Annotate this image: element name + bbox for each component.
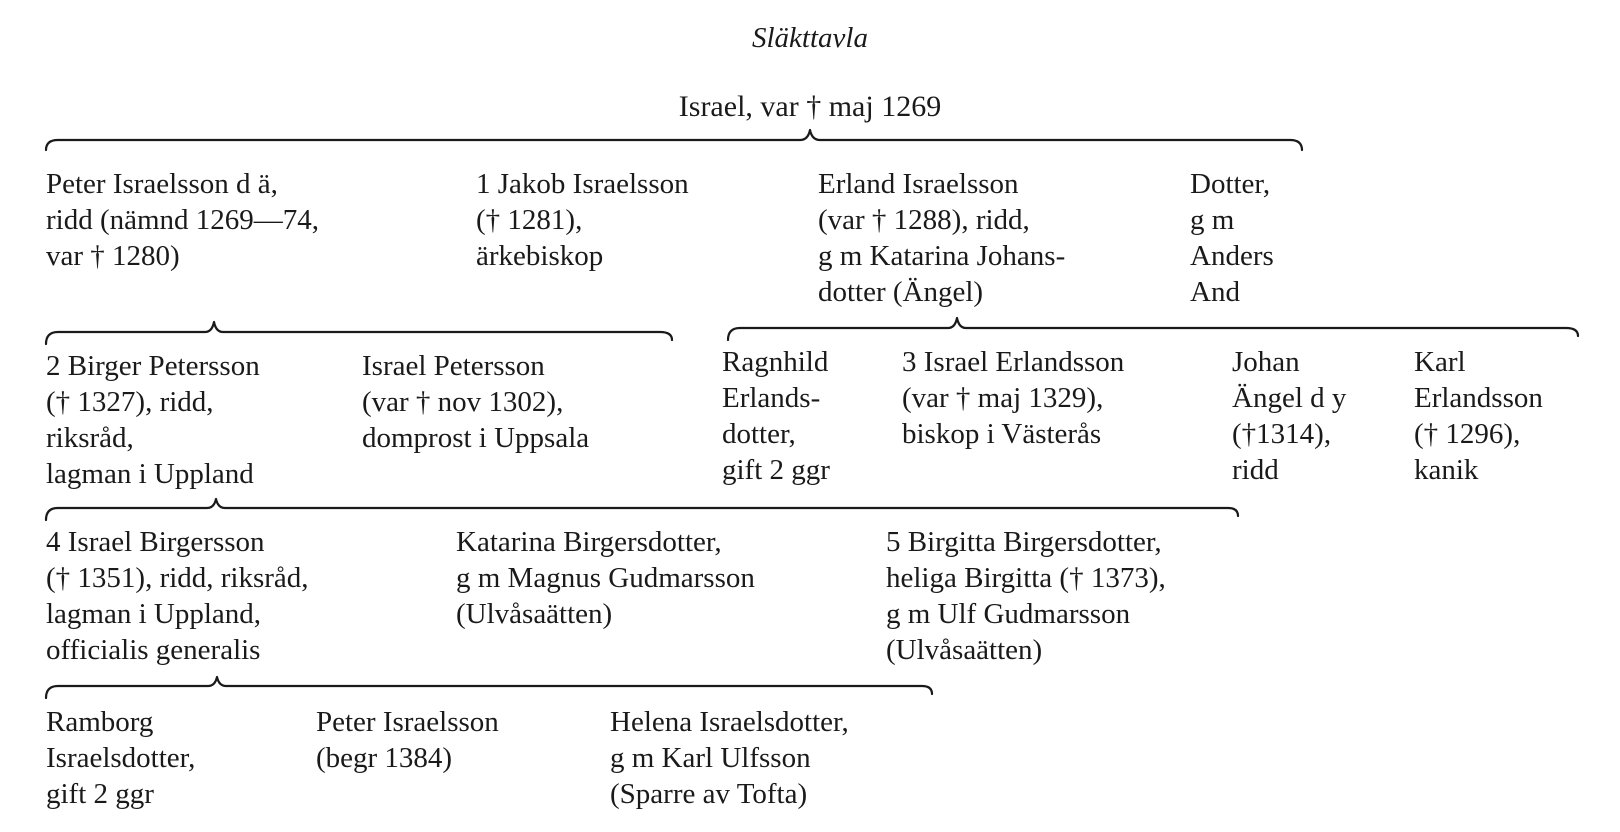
person-line: g m Magnus Gudmarsson xyxy=(456,562,755,594)
person-line: gift 2 ggr xyxy=(46,778,154,810)
bracket-children-of-israel xyxy=(46,130,1302,150)
person-line: lagman i Uppland, xyxy=(46,598,262,630)
person-line: var † 1280) xyxy=(46,240,180,272)
person-line: 4 Israel Birgersson xyxy=(46,526,265,558)
person-line: Karl xyxy=(1414,346,1466,378)
person-line: Anders xyxy=(1190,240,1274,272)
person-line: Peter Israelsson d ä, xyxy=(46,168,278,200)
person-line: g m Karl Ulfsson xyxy=(610,742,811,774)
person-helena-israelsdotter xyxy=(610,704,849,812)
person-line: Johan xyxy=(1232,346,1300,378)
bracket-children-of-peter xyxy=(46,322,672,344)
person-line: ärkebiskop xyxy=(476,240,604,272)
person-ragnhild-erlandsdotter xyxy=(722,344,830,488)
person-birger-petersson xyxy=(46,348,260,492)
person-line: ridd xyxy=(1232,454,1279,486)
person-karl-erlandsson xyxy=(1414,344,1543,488)
person-line: dotter, xyxy=(722,418,796,450)
person-johan-angel xyxy=(1232,344,1346,488)
person-line: heliga Birgitta († 1373), xyxy=(886,562,1166,594)
person-line: Dotter, xyxy=(1190,168,1271,200)
person-israel-petersson xyxy=(362,348,589,456)
person-line: domprost i Uppsala xyxy=(362,422,590,454)
person-line: 5 Birgitta Birgersdotter, xyxy=(886,526,1162,558)
person-katarina-birgersdotter xyxy=(456,524,755,632)
person-line: 2 Birger Petersson xyxy=(46,350,260,382)
person-line: († 1281), xyxy=(476,204,583,236)
person-line: riksråd, xyxy=(46,422,134,454)
person-israel-birgersson xyxy=(46,524,309,668)
person-line: g m xyxy=(1190,204,1235,236)
person-line: Peter Israelsson xyxy=(316,706,499,738)
chart-title: Släkttavla xyxy=(752,22,868,54)
person-line: († 1351), ridd, riksråd, xyxy=(46,562,309,594)
person-line: Helena Israelsdotter, xyxy=(610,706,849,738)
person-line: (†1314), xyxy=(1232,418,1332,450)
person-line: (var † nov 1302), xyxy=(362,386,564,418)
person-line: (var † 1288), ridd, xyxy=(818,204,1030,236)
person-line: 1 Jakob Israelsson xyxy=(476,168,689,200)
person-line: (Ulvåsaätten) xyxy=(456,598,613,630)
person-line: (var † maj 1329), xyxy=(902,382,1104,414)
person-line: dotter (Ängel) xyxy=(818,276,984,308)
person-line: lagman i Uppland xyxy=(46,458,254,490)
person-line: (begr 1384) xyxy=(316,742,453,774)
person-line: Erlandsson xyxy=(1414,382,1543,414)
person-line: Ragnhild xyxy=(722,346,829,378)
person-line: Ängel d y xyxy=(1232,382,1347,414)
person-line: Israel Petersson xyxy=(362,350,545,382)
person-line: Erlands- xyxy=(722,382,821,414)
person-jakob-israelsson xyxy=(476,166,689,274)
person-erland-israelsson xyxy=(818,166,1065,310)
person-birgitta-birgersdotter xyxy=(886,524,1166,668)
person-line: gift 2 ggr xyxy=(722,454,830,486)
bracket-children-of-birger xyxy=(46,499,1238,520)
person-line: biskop i Västerås xyxy=(902,418,1102,450)
person-line: And xyxy=(1190,276,1240,308)
person-line: g m Ulf Gudmarsson xyxy=(886,598,1131,630)
person-line: († 1327), ridd, xyxy=(46,386,214,418)
person-line: kanik xyxy=(1414,454,1479,486)
person-dotter xyxy=(1190,166,1274,310)
person-line: 3 Israel Erlandsson xyxy=(902,346,1125,378)
person-line: (Ulvåsaätten) xyxy=(886,634,1043,666)
person-line: officialis generalis xyxy=(46,634,261,666)
person-peter-israelsson-da xyxy=(46,166,319,274)
person-line: Erland Israelsson xyxy=(818,168,1019,200)
person-line: († 1296), xyxy=(1414,418,1521,450)
person-israel-erlandsson xyxy=(902,344,1124,452)
person-line: (Sparre av Tofta) xyxy=(610,778,808,810)
person-ramborg-israelsdotter xyxy=(46,704,195,812)
person-line: Israelsdotter, xyxy=(46,742,196,774)
person-line: g m Katarina Johans- xyxy=(818,240,1066,272)
person-line: Katarina Birgersdotter, xyxy=(456,526,722,558)
person-peter-israelsson-begr xyxy=(316,704,499,776)
bracket-children-of-erland xyxy=(728,318,1578,340)
bracket-children-of-israel-birgersson xyxy=(46,677,932,698)
root-ancestor-israel: Israel, var † maj 1269 xyxy=(678,90,942,123)
person-line: ridd (nämnd 1269—74, xyxy=(46,204,320,236)
person-line: Ramborg xyxy=(46,706,154,738)
